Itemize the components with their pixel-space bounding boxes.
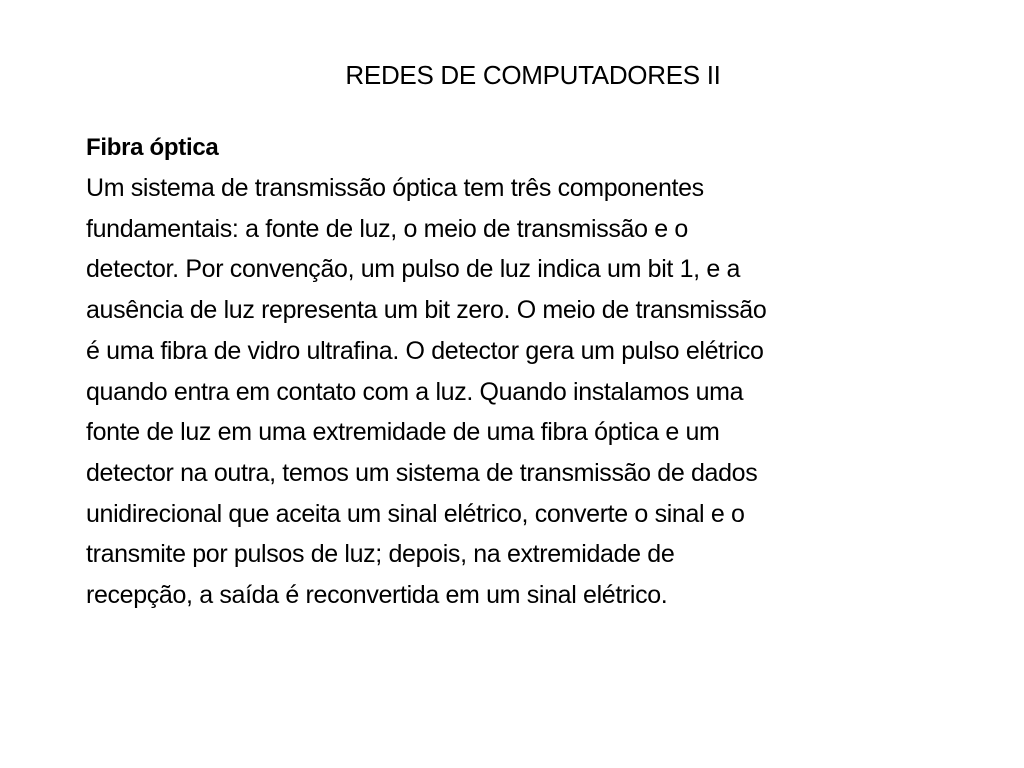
paragraph-line: ausência de luz representa um bit zero. O meio de transmissão — [86, 296, 767, 325]
paragraph-line: quando entra em contato com a luz. Quando instalamos uma — [86, 377, 744, 406]
paragraph-line: fonte de luz em uma extremidade de uma fibra óptica e um — [86, 418, 720, 447]
paragraph-line: recepção, a saída é reconvertida em um sinal elétrico. — [86, 581, 668, 610]
paragraph-line: detector na outra, temos um sistema de transmissão de dados — [86, 458, 758, 487]
paragraph-line: é uma fibra de vidro ultrafina. O detector gera um pulso elétrico — [86, 336, 764, 365]
paragraph-line: fundamentais: a fonte de luz, o meio de transmissão e o — [86, 214, 688, 243]
slide-title: REDES DE COMPUTADORES II — [345, 60, 721, 90]
body-paragraph — [86, 168, 986, 616]
paragraph-line: Um sistema de transmissão óptica tem três componentes — [86, 174, 704, 202]
paragraph-line: detector. Por convenção, um pulso de luz indica um bit 1, e a — [86, 255, 741, 284]
section-heading: Fibra óptica — [86, 134, 219, 161]
slide-content — [86, 128, 986, 616]
paragraph-line: unidirecional que aceita um sinal elétrico, converte o sinal e o — [86, 499, 745, 528]
paragraph-line: transmite por pulsos de luz; depois, na extremidade de — [86, 540, 675, 569]
